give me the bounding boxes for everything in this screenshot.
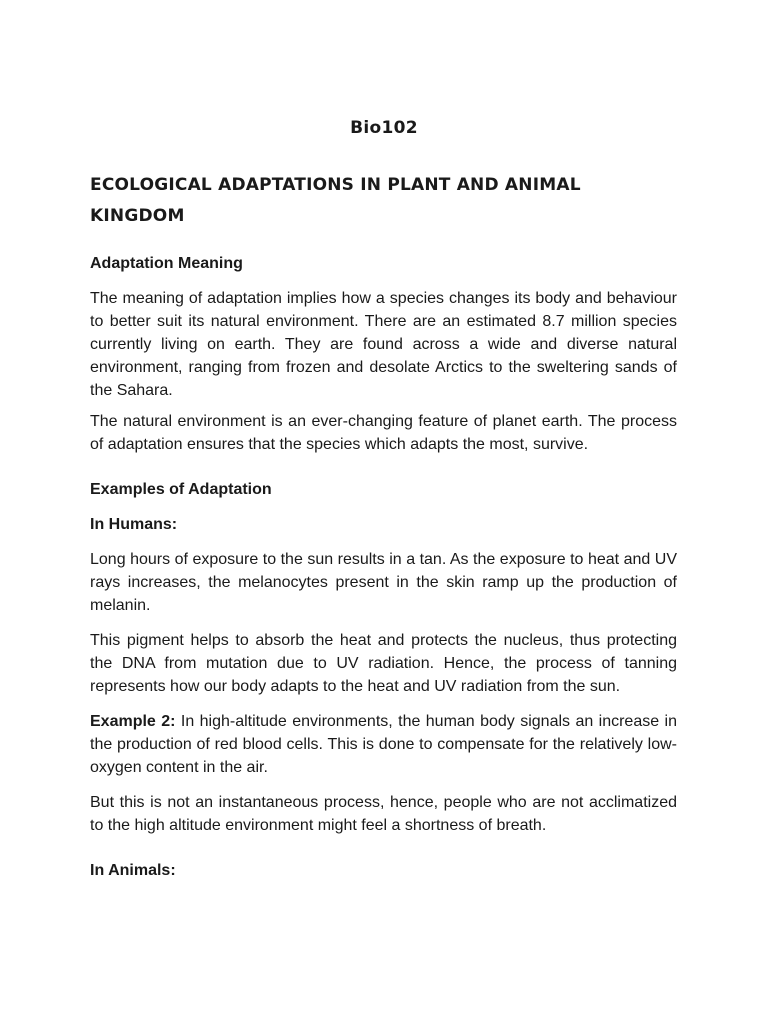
paragraph-adaptation-meaning: The meaning of adaptation implies how a species changes its body and behaviour to better suit its natural environment. There are an estimated 8.7 million species currently living on earth. They are found across a wide and diverse natural environment, ranging from frozen and desolate Arctics to the sweltering sands of the Sahara. bbox=[90, 290, 677, 399]
paragraph-example-2 bbox=[90, 710, 677, 779]
document-title: ECOLOGICAL ADAPTATIONS IN PLANT AND ANIMAL KINGDOM bbox=[90, 175, 581, 226]
section-heading-examples: Examples of Adaptation bbox=[90, 481, 272, 498]
example-2-text: In high-altitude environments, the human body signals an increase in the production of red blood cells. This is done to compensate for the relatively low-oxygen content in the air. bbox=[90, 713, 677, 776]
paragraph-pigment: This pigment helps to absorb the heat and protects the nucleus, thus protecting the DNA from mutation due to UV radiation. Hence, the process of tanning represents how our body adapts to the heat and UV radiation from the sun. bbox=[90, 632, 677, 695]
section-heading-adaptation-meaning: Adaptation Meaning bbox=[90, 255, 243, 272]
document-body bbox=[90, 252, 677, 882]
paragraph-tanning: Long hours of exposure to the sun results in a tan. As the exposure to heat and UV rays increases, the melanocytes present in the skin ramp up the production of melanin. bbox=[90, 551, 677, 614]
paragraph-acclimatization: But this is not an instantaneous process, hence, people who are not acclimatized to the high altitude environment might feel a shortness of breath. bbox=[90, 794, 677, 834]
subheading-in-animals: In Animals: bbox=[90, 862, 176, 879]
example-2-label: Example 2: bbox=[90, 713, 176, 730]
paragraph-natural-environment: The natural environment is an ever-changing feature of planet earth. The process of adaptation ensures that the species which adapts the most, survive. bbox=[90, 413, 677, 453]
subheading-in-humans: In Humans: bbox=[90, 516, 178, 533]
course-code: Bio102 bbox=[350, 118, 418, 138]
